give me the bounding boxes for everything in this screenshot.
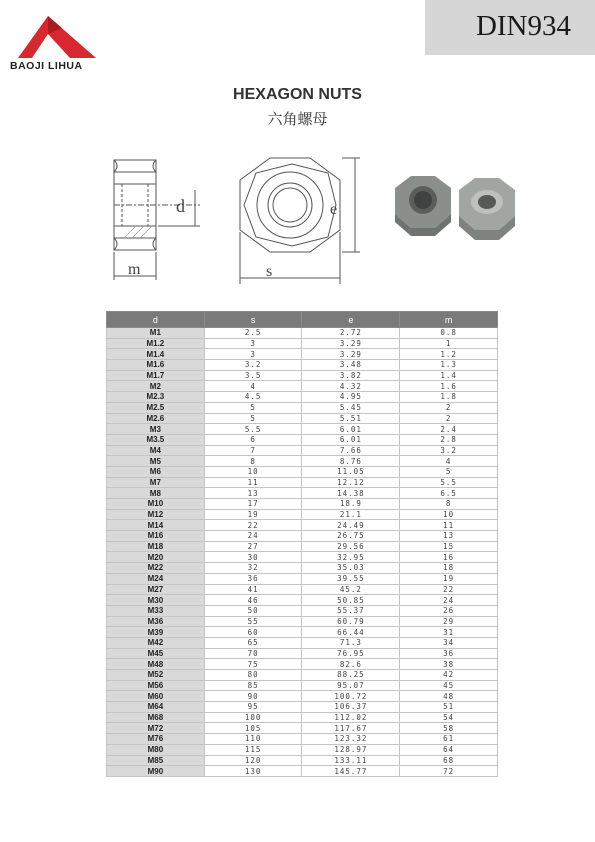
value-cell: 6.01 xyxy=(302,424,400,435)
value-cell: 5 xyxy=(400,466,498,477)
technical-drawing xyxy=(0,150,380,290)
size-cell: M3 xyxy=(107,424,205,435)
value-cell: 21.1 xyxy=(302,509,400,520)
value-cell: 4.5 xyxy=(204,392,302,403)
table-row xyxy=(107,744,498,755)
value-cell: 80 xyxy=(204,670,302,681)
value-cell: 10 xyxy=(204,466,302,477)
value-cell: 70 xyxy=(204,648,302,659)
size-cell: M16 xyxy=(107,531,205,542)
value-cell: 3.48 xyxy=(302,360,400,371)
value-cell: 5.45 xyxy=(302,402,400,413)
value-cell: 29 xyxy=(400,616,498,627)
dim-label-d: d xyxy=(176,196,185,216)
value-cell: 3.29 xyxy=(302,349,400,360)
value-cell: 130 xyxy=(204,766,302,777)
value-cell: 18 xyxy=(400,563,498,574)
value-cell: 0.8 xyxy=(400,328,498,339)
size-cell: M7 xyxy=(107,477,205,488)
table-row xyxy=(107,691,498,702)
size-cell: M45 xyxy=(107,648,205,659)
value-cell: 4 xyxy=(400,456,498,467)
size-cell: M90 xyxy=(107,766,205,777)
value-cell: 45 xyxy=(400,680,498,691)
size-cell: M22 xyxy=(107,563,205,574)
value-cell: 3.2 xyxy=(204,360,302,371)
top-view-drawing xyxy=(240,158,360,284)
table-row xyxy=(107,670,498,681)
size-cell: M12 xyxy=(107,509,205,520)
value-cell: 1 xyxy=(400,338,498,349)
value-cell: 50 xyxy=(204,605,302,616)
standard-banner xyxy=(425,0,595,55)
value-cell: 2.72 xyxy=(302,328,400,339)
size-cell: M85 xyxy=(107,755,205,766)
table-row xyxy=(107,499,498,510)
size-cell: M2.5 xyxy=(107,402,205,413)
value-cell: 85 xyxy=(204,680,302,691)
value-cell: 90 xyxy=(204,691,302,702)
table-row xyxy=(107,424,498,435)
value-cell: 42 xyxy=(400,670,498,681)
value-cell: 61 xyxy=(400,734,498,745)
table-row xyxy=(107,520,498,531)
standard-title: DIN934 xyxy=(475,10,571,42)
value-cell: 51 xyxy=(400,702,498,713)
value-cell: 12.12 xyxy=(302,477,400,488)
value-cell: 2.5 xyxy=(204,328,302,339)
column-header: m xyxy=(400,312,498,328)
table-row xyxy=(107,563,498,574)
table-row xyxy=(107,381,498,392)
value-cell: 133.11 xyxy=(302,755,400,766)
table-row xyxy=(107,702,498,713)
table-row xyxy=(107,413,498,424)
value-cell: 2 xyxy=(400,413,498,424)
size-cell: M56 xyxy=(107,680,205,691)
size-cell: M76 xyxy=(107,734,205,745)
value-cell: 14.38 xyxy=(302,488,400,499)
size-cell: M27 xyxy=(107,584,205,595)
size-cell: M1.7 xyxy=(107,370,205,381)
table-row xyxy=(107,488,498,499)
size-cell: M60 xyxy=(107,691,205,702)
value-cell: 34 xyxy=(400,637,498,648)
size-cell: M2.6 xyxy=(107,413,205,424)
table-row xyxy=(107,627,498,638)
table-row xyxy=(107,680,498,691)
column-header: e xyxy=(302,312,400,328)
nut-photo-right xyxy=(459,178,515,240)
value-cell: 6 xyxy=(204,434,302,445)
value-cell: 3.5 xyxy=(204,370,302,381)
value-cell: 1.3 xyxy=(400,360,498,371)
value-cell: 24 xyxy=(204,531,302,542)
brand-logo xyxy=(10,14,120,76)
value-cell: 1.8 xyxy=(400,392,498,403)
table-row xyxy=(107,573,498,584)
value-cell: 35.03 xyxy=(302,563,400,574)
page-subtitle-chinese: 六角螺母 xyxy=(267,111,328,128)
value-cell: 17 xyxy=(204,499,302,510)
value-cell: 88.25 xyxy=(302,670,400,681)
value-cell: 11 xyxy=(204,477,302,488)
size-cell: M39 xyxy=(107,627,205,638)
size-cell: M14 xyxy=(107,520,205,531)
size-cell: M64 xyxy=(107,702,205,713)
table-row xyxy=(107,402,498,413)
value-cell: 100 xyxy=(204,712,302,723)
value-cell: 6.5 xyxy=(400,488,498,499)
value-cell: 54 xyxy=(400,712,498,723)
value-cell: 24.49 xyxy=(302,520,400,531)
size-cell: M80 xyxy=(107,744,205,755)
value-cell: 1.2 xyxy=(400,349,498,360)
value-cell: 13 xyxy=(400,531,498,542)
value-cell: 105 xyxy=(204,723,302,734)
table-row xyxy=(107,477,498,488)
value-cell: 95 xyxy=(204,702,302,713)
value-cell: 7 xyxy=(204,445,302,456)
table-row xyxy=(107,445,498,456)
value-cell: 27 xyxy=(204,541,302,552)
value-cell: 3 xyxy=(204,349,302,360)
value-cell: 5.51 xyxy=(302,413,400,424)
value-cell: 128.97 xyxy=(302,744,400,755)
table-row xyxy=(107,392,498,403)
value-cell: 1.6 xyxy=(400,381,498,392)
value-cell: 11.05 xyxy=(302,466,400,477)
triangle-logo-icon xyxy=(18,14,96,58)
value-cell: 26 xyxy=(400,605,498,616)
dim-label-e: e xyxy=(330,201,338,218)
table-row xyxy=(107,531,498,542)
value-cell: 24 xyxy=(400,595,498,606)
brand-name: BAOJI LIHUA xyxy=(10,60,83,72)
value-cell: 36 xyxy=(400,648,498,659)
value-cell: 145.77 xyxy=(302,766,400,777)
value-cell: 19 xyxy=(204,509,302,520)
size-cell: M1.4 xyxy=(107,349,205,360)
value-cell: 106.37 xyxy=(302,702,400,713)
size-cell: M8 xyxy=(107,488,205,499)
table-row xyxy=(107,734,498,745)
size-cell: M68 xyxy=(107,712,205,723)
size-cell: M72 xyxy=(107,723,205,734)
size-cell: M3.5 xyxy=(107,434,205,445)
value-cell: 41 xyxy=(204,584,302,595)
value-cell: 22 xyxy=(400,584,498,595)
value-cell: 8 xyxy=(400,499,498,510)
value-cell: 72 xyxy=(400,766,498,777)
nut-photo-left xyxy=(395,176,451,236)
size-cell: M5 xyxy=(107,456,205,467)
dim-label-m: m xyxy=(128,261,141,278)
value-cell: 117.67 xyxy=(302,723,400,734)
value-cell: 2 xyxy=(400,402,498,413)
value-cell: 13 xyxy=(204,488,302,499)
value-cell: 65 xyxy=(204,637,302,648)
table-row xyxy=(107,659,498,670)
table-row xyxy=(107,349,498,360)
value-cell: 82.6 xyxy=(302,659,400,670)
value-cell: 60 xyxy=(204,627,302,638)
value-cell: 75 xyxy=(204,659,302,670)
value-cell: 31 xyxy=(400,627,498,638)
value-cell: 60.79 xyxy=(302,616,400,627)
value-cell: 112.02 xyxy=(302,712,400,723)
value-cell: 64 xyxy=(400,744,498,755)
value-cell: 5.5 xyxy=(400,477,498,488)
column-header: d xyxy=(107,312,205,328)
value-cell: 6.01 xyxy=(302,434,400,445)
table-row xyxy=(107,595,498,606)
size-cell: M42 xyxy=(107,637,205,648)
value-cell: 3 xyxy=(204,338,302,349)
value-cell: 18.9 xyxy=(302,499,400,510)
size-cell: M1.6 xyxy=(107,360,205,371)
dimension-table xyxy=(106,311,498,777)
value-cell: 115 xyxy=(204,744,302,755)
size-cell: M52 xyxy=(107,670,205,681)
value-cell: 8.76 xyxy=(302,456,400,467)
table-row xyxy=(107,466,498,477)
size-cell: M2 xyxy=(107,381,205,392)
value-cell: 95.07 xyxy=(302,680,400,691)
nut-photo xyxy=(385,172,525,252)
value-cell: 45.2 xyxy=(302,584,400,595)
table-row xyxy=(107,360,498,371)
table-row xyxy=(107,509,498,520)
value-cell: 1.4 xyxy=(400,370,498,381)
value-cell: 55.37 xyxy=(302,605,400,616)
value-cell: 100.72 xyxy=(302,691,400,702)
size-cell: M10 xyxy=(107,499,205,510)
table-row xyxy=(107,605,498,616)
value-cell: 4.32 xyxy=(302,381,400,392)
size-cell: M1 xyxy=(107,328,205,339)
table-row xyxy=(107,637,498,648)
table-row xyxy=(107,755,498,766)
table-row xyxy=(107,434,498,445)
size-cell: M4 xyxy=(107,445,205,456)
value-cell: 36 xyxy=(204,573,302,584)
value-cell: 3.29 xyxy=(302,338,400,349)
value-cell: 30 xyxy=(204,552,302,563)
table-row xyxy=(107,370,498,381)
value-cell: 58 xyxy=(400,723,498,734)
table-row xyxy=(107,648,498,659)
value-cell: 2.4 xyxy=(400,424,498,435)
hatch-pattern xyxy=(124,226,152,238)
size-cell: M6 xyxy=(107,466,205,477)
size-cell: M33 xyxy=(107,605,205,616)
value-cell: 22 xyxy=(204,520,302,531)
dim-label-s: s xyxy=(266,263,273,280)
value-cell: 11 xyxy=(400,520,498,531)
size-cell: M24 xyxy=(107,573,205,584)
value-cell: 32.95 xyxy=(302,552,400,563)
value-cell: 38 xyxy=(400,659,498,670)
value-cell: 46 xyxy=(204,595,302,606)
value-cell: 5 xyxy=(204,413,302,424)
value-cell: 5 xyxy=(204,402,302,413)
size-cell: M48 xyxy=(107,659,205,670)
column-header: s xyxy=(204,312,302,328)
value-cell: 123.32 xyxy=(302,734,400,745)
value-cell: 71.3 xyxy=(302,637,400,648)
size-cell: M2.3 xyxy=(107,392,205,403)
table-row xyxy=(107,552,498,563)
value-cell: 4.95 xyxy=(302,392,400,403)
value-cell: 110 xyxy=(204,734,302,745)
page-title: HEXAGON NUTS xyxy=(233,86,362,103)
value-cell: 4 xyxy=(204,381,302,392)
table-row xyxy=(107,723,498,734)
value-cell: 48 xyxy=(400,691,498,702)
value-cell: 26.75 xyxy=(302,531,400,542)
value-cell: 76.95 xyxy=(302,648,400,659)
value-cell: 5.5 xyxy=(204,424,302,435)
value-cell: 50.85 xyxy=(302,595,400,606)
table-row xyxy=(107,541,498,552)
value-cell: 120 xyxy=(204,755,302,766)
table-row xyxy=(107,766,498,777)
value-cell: 19 xyxy=(400,573,498,584)
side-view-drawing xyxy=(114,160,200,280)
table-row xyxy=(107,616,498,627)
size-cell: M20 xyxy=(107,552,205,563)
size-cell: M36 xyxy=(107,616,205,627)
size-cell: M1.2 xyxy=(107,338,205,349)
table-header-row xyxy=(107,312,498,328)
value-cell: 15 xyxy=(400,541,498,552)
size-cell: M18 xyxy=(107,541,205,552)
value-cell: 66.44 xyxy=(302,627,400,638)
value-cell: 29.56 xyxy=(302,541,400,552)
table-row xyxy=(107,328,498,339)
value-cell: 10 xyxy=(400,509,498,520)
size-cell: M30 xyxy=(107,595,205,606)
value-cell: 32 xyxy=(204,563,302,574)
value-cell: 3.82 xyxy=(302,370,400,381)
value-cell: 8 xyxy=(204,456,302,467)
table-row xyxy=(107,584,498,595)
table-row xyxy=(107,338,498,349)
value-cell: 2.8 xyxy=(400,434,498,445)
table-row xyxy=(107,712,498,723)
value-cell: 3.2 xyxy=(400,445,498,456)
value-cell: 16 xyxy=(400,552,498,563)
value-cell: 55 xyxy=(204,616,302,627)
value-cell: 7.66 xyxy=(302,445,400,456)
value-cell: 68 xyxy=(400,755,498,766)
table-row xyxy=(107,456,498,467)
value-cell: 39.55 xyxy=(302,573,400,584)
